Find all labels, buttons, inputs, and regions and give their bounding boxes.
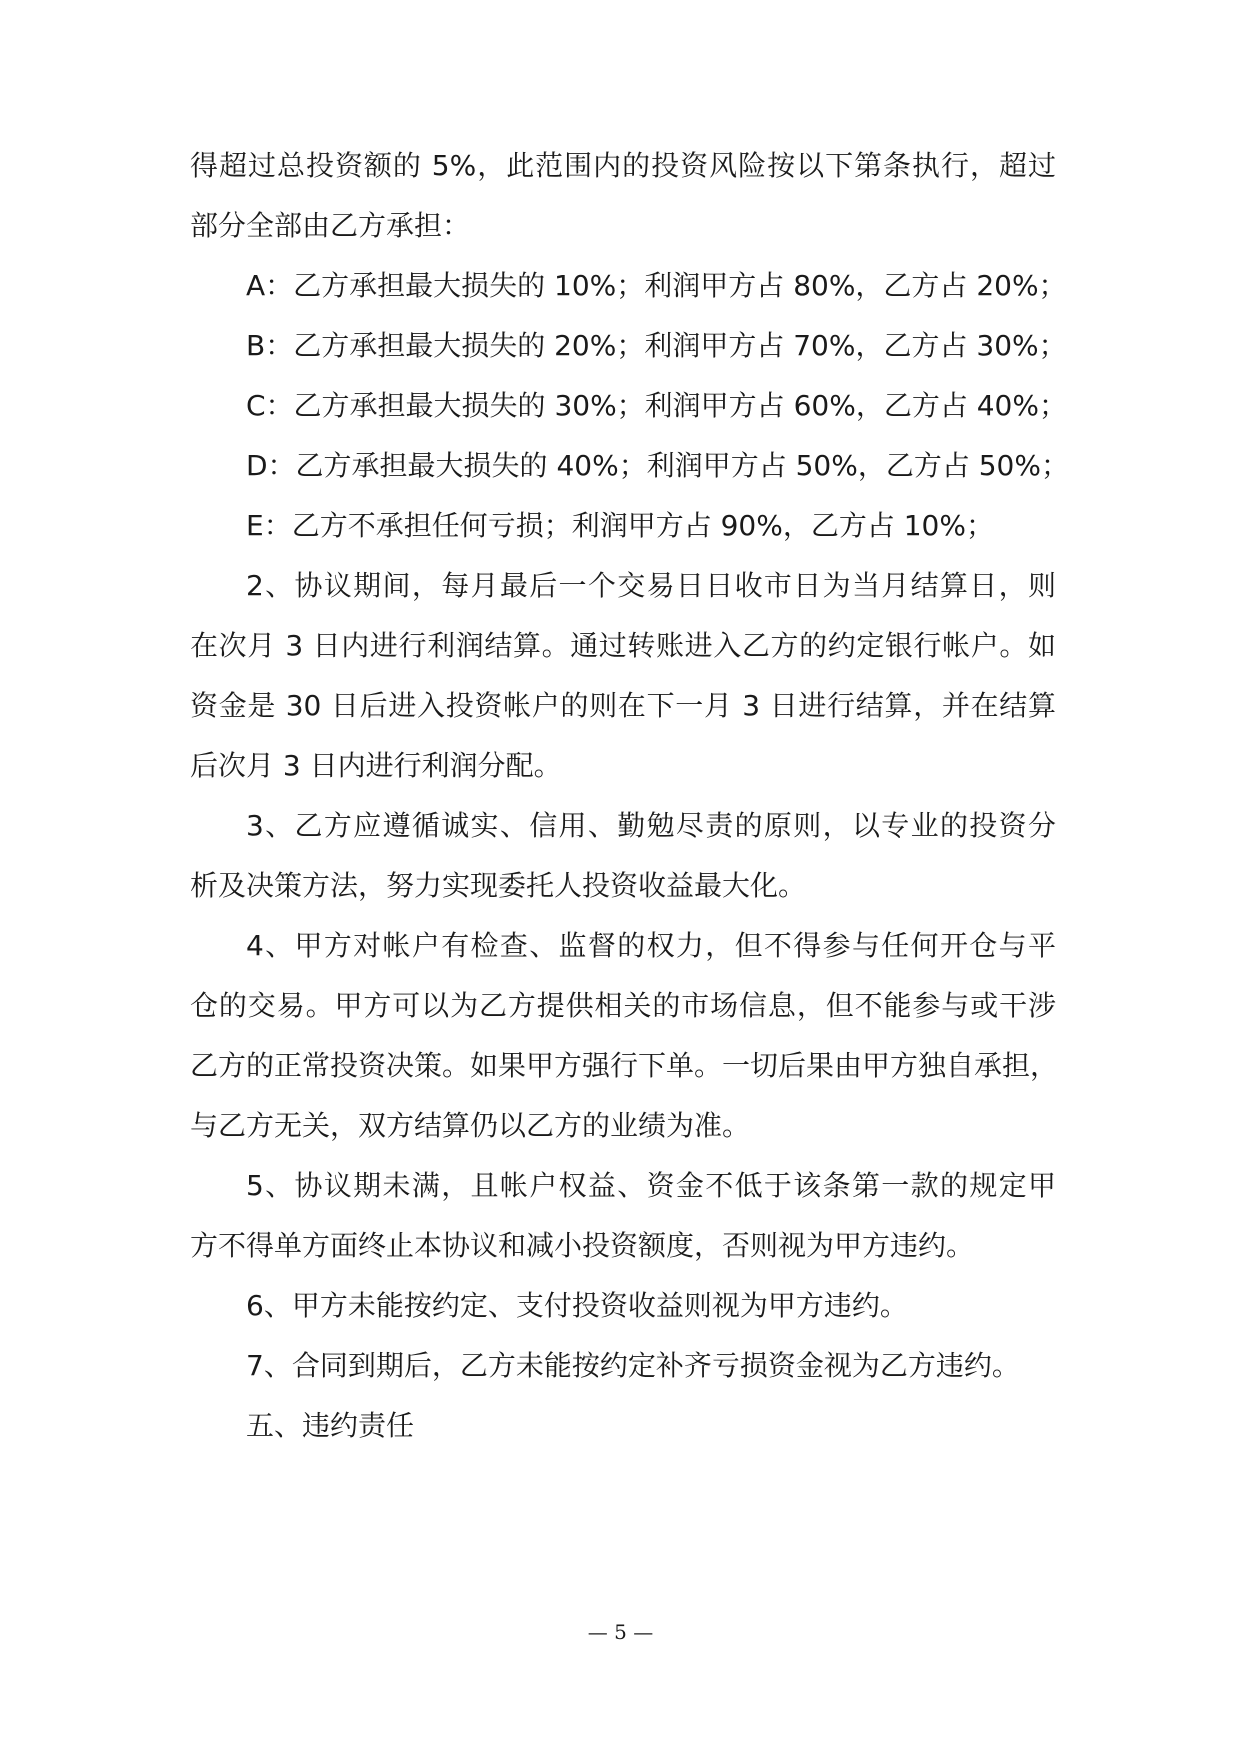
section-heading: 五、违约责任 [246,1409,415,1442]
clause-4-line: 乙方的正常投资决策。如果甲方强行下单。一切后果由甲方独自承担， [190,1049,1059,1082]
clause-7-line: 7、合同到期后，乙方未能按约定补齐亏损资金视为乙方违约。 [246,1349,1020,1382]
clause-2-line: 在次月 3 日内进行利润结算。通过转账进入乙方的约定银行帐户。如 [190,629,1056,662]
option-a: A：乙方承担最大损失的 10%；利润甲方占 80%，乙方占 20%； [246,269,1067,302]
clause-3-line: 3、乙方应遵循诚实、信用、勤勉尽责的原则，以专业的投资分 [246,809,1056,842]
option-c: C：乙方承担最大损失的 30%；利润甲方占 60%，乙方占 40%； [246,389,1067,422]
clause-3-line: 析及决策方法，努力实现委托人投资收益最大化。 [190,869,807,902]
clause-2-line: 后次月 3 日内进行利润分配。 [190,749,562,782]
paragraph-line: 得超过总投资额的 5%，此范围内的投资风险按以下第条执行，超过 [190,149,1056,182]
paragraph-line: 部分全部由乙方承担： [190,209,471,242]
clause-2-line: 2、协议期间，每月最后一个交易日日收市日为当月结算日，则 [246,569,1056,602]
page-number: — 5 — [587,1620,654,1644]
option-b: B：乙方承担最大损失的 20%；利润甲方占 70%，乙方占 30%； [246,329,1067,362]
clause-4-line: 仓的交易。甲方可以为乙方提供相关的市场信息，但不能参与或干涉 [190,989,1056,1022]
clause-4-line: 与乙方无关，双方结算仍以乙方的业绩为准。 [190,1109,751,1142]
option-e: E：乙方不承担任何亏损；利润甲方占 90%，乙方占 10%； [246,509,994,542]
clause-5-line: 方不得单方面终止本协议和减小投资额度，否则视为甲方违约。 [190,1229,975,1262]
clause-5-line: 5、协议期未满，且帐户权益、资金不低于该条第一款的规定甲 [246,1169,1056,1202]
clause-4-line: 4、甲方对帐户有检查、监督的权力，但不得参与任何开仓与平 [246,929,1056,962]
clause-6-line: 6、甲方未能按约定、支付投资收益则视为甲方违约。 [246,1289,908,1322]
clause-2-line: 资金是 30 日后进入投资帐户的则在下一月 3 日进行结算，并在结算 [190,689,1056,722]
option-d: D：乙方承担最大损失的 40%；利润甲方占 50%，乙方占 50%； [246,449,1069,482]
